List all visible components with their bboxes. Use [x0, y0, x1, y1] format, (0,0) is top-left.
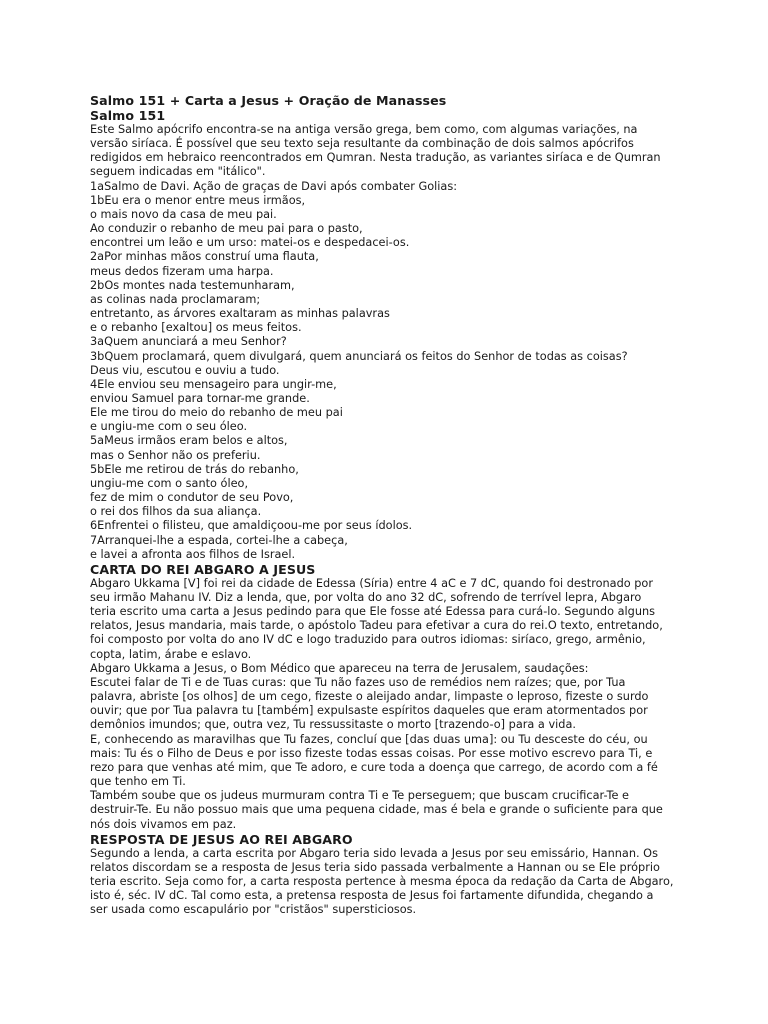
- text-line: destruir-Te. Eu não possuo mais que uma pequena cidade, mas é bela e grande o suficiente para que: [90, 803, 663, 817]
- section-body-carta-abgaro: [90, 577, 690, 832]
- text-line: Abgaro Ukkama a Jesus, o Bom Médico que apareceu na terra de Jerusalem, saudações:: [90, 661, 589, 675]
- section-body-resposta-jesus: [90, 847, 690, 918]
- text-line: redigidos em hebraico reencontrados em Qumran. Nesta tradução, as variantes siríaca e de Qumran: [90, 151, 661, 165]
- text-line: entretanto, as árvores exaltaram as minhas palavras: [90, 307, 390, 321]
- text-line: 1bEu era o menor entre meus irmãos,: [90, 193, 306, 207]
- section-heading-salmo-151: Salmo 151: [90, 108, 166, 123]
- text-line: Ao conduzir o rebanho de meu pai para o pasto,: [90, 222, 363, 236]
- document-title: Salmo 151 + Carta a Jesus + Oração de Manasses: [90, 93, 447, 108]
- text-line: Segundo a lenda, a carta escrita por Abgaro teria sido levada a Jesus por seu emissário, Hannan. Os: [90, 846, 658, 860]
- text-line: 7Arranquei-lhe a espada, cortei-lhe a cabeça,: [90, 533, 348, 547]
- section-heading-resposta-jesus: RESPOSTA DE JESUS AO REI ABGARO: [90, 831, 353, 847]
- text-line: ouvir; que por Tua palavra tu [também] expulsaste espíritos daqueles que eram atormentados por: [90, 704, 648, 718]
- section-heading-carta-abgaro: CARTA DO REI ABGARO A JESUS: [90, 561, 316, 577]
- text-line: Deus viu, escutou e ouviu a tudo.: [90, 363, 280, 377]
- section-body-salmo-151: [90, 123, 690, 562]
- text-line: palavra, abriste [os olhos] de um cego, fizeste o aleijado andar, limpaste o leproso, fizeste o surdo: [90, 690, 649, 704]
- text-line: 2aPor minhas mãos construí uma flauta,: [90, 250, 319, 264]
- text-line: enviou Samuel para tornar-me grande.: [90, 391, 310, 405]
- text-line: e ungiu-me com o seu óleo.: [90, 420, 248, 434]
- text-line: Escutei falar de Ti e de Tuas curas: que Tu não fazes uso de remédios nem raízes; que, por Tua: [90, 675, 626, 689]
- text-line: versão siríaca. É possível que seu texto seja resultante da combinação de dois salmos apócrifos: [90, 137, 634, 151]
- text-line: 2bOs montes nada testemunharam,: [90, 278, 295, 292]
- text-line: foi composto por volta do ano IV dC e logo traduzido para outros idiomas: siríaco, grego, armênio,: [90, 633, 646, 647]
- text-line: encontrei um leão e um urso: matei-os e despedacei-os.: [90, 236, 410, 250]
- text-line: mais: Tu és o Filho de Deus e por isso fizeste todas essas coisas. Por esse motivo escrevo para Ti, e: [90, 746, 653, 760]
- text-line: 4Ele enviou seu mensageiro para ungir-me,: [90, 377, 337, 391]
- text-line: 1aSalmo de Davi. Ação de graças de Davi após combater Golias:: [90, 179, 458, 193]
- text-line: Ele me tirou do meio do rebanho de meu pai: [90, 406, 343, 420]
- text-line: nós dois vivamos em paz.: [90, 817, 237, 831]
- text-line: mas o Senhor não os preferiu.: [90, 448, 261, 462]
- text-line: demônios imundos; que, outra vez, Tu ressussitaste o morto [trazendo-o] para a vida.: [90, 718, 576, 732]
- text-line: ungiu-me com o santo óleo,: [90, 476, 249, 490]
- text-line: o mais novo da casa de meu pai.: [90, 207, 277, 221]
- text-line: relatos, Jesus mandaria, mais tarde, o apóstolo Tadeu para efetivar a cura do rei.O texto, entretando,: [90, 619, 663, 633]
- text-line: relatos discordam se a resposta de Jesus teria sido passada verbalmente a Hannan ou se Ele próprio: [90, 860, 660, 874]
- text-line: o rei dos filhos da sua aliança.: [90, 505, 262, 519]
- text-line: 5aMeus irmãos eram belos e altos,: [90, 434, 288, 448]
- text-line: e o rebanho [exaltou] os meus feitos.: [90, 321, 302, 335]
- text-line: 5bEle me retirou de trás do rebanho,: [90, 462, 299, 476]
- text-line: isto é, séc. IV dC. Tal como esta, a pretensa resposta de Jesus foi fartamente difundida, chegando a: [90, 889, 654, 903]
- text-line: 3bQuem proclamará, quem divulgará, quem anunciará os feitos do Senhor de todas as coisas?: [90, 349, 628, 363]
- text-line: rezo para que venhas até mim, que Te adoro, e cure toda a doença que carrego, de acordo com a fé: [90, 760, 658, 774]
- document-page: [90, 93, 690, 917]
- text-line: fez de mim o condutor de seu Povo,: [90, 491, 294, 505]
- text-line: seguem indicadas em "itálico".: [90, 165, 266, 179]
- text-line: seu irmão Mahanu IV. Diz a lenda, que, por volta do ano 32 dC, sofrendo de terrível lepra, Abgaro: [90, 591, 642, 604]
- text-line: que tenho em Ti.: [90, 775, 186, 789]
- text-line: ser usada como escapulário por "cristãos" supersticiosos.: [90, 903, 417, 917]
- text-line: 6Enfrentei o filisteu, que amaldiçoou-me por seus ídolos.: [90, 519, 413, 533]
- text-line: Este Salmo apócrifo encontra-se na antiga versão grega, bem como, com algumas variações, na: [90, 123, 638, 136]
- text-line: e lavei a afronta aos filhos de Israel.: [90, 547, 296, 561]
- text-line: Também soube que os judeus murmuram contra Ti e Te perseguem; que buscam crucificar-Te e: [90, 789, 629, 803]
- text-line: Abgaro Ukkama [V] foi rei da cidade de Edessa (Síria) entre 4 aC e 7 dC, quando foi destronado por: [90, 576, 653, 590]
- text-line: as colinas nada proclamaram;: [90, 292, 261, 306]
- text-line: copta, latim, árabe e eslavo.: [90, 647, 252, 661]
- text-line: meus dedos fizeram uma harpa.: [90, 264, 274, 278]
- text-line: E, conhecendo as maravilhas que Tu fazes, concluí que [das duas uma]: ou Tu desceste do céu, ou: [90, 732, 648, 746]
- text-line: teria escrito. Seja como for, a carta resposta pertence à mesma época da redação da Carta de Abgaro,: [90, 874, 674, 888]
- text-line: 3aQuem anunciará a meu Senhor?: [90, 335, 287, 349]
- text-line: teria escrito uma carta a Jesus pedindo para que Ele fosse até Edessa para curá-lo. Segundo alguns: [90, 605, 656, 619]
